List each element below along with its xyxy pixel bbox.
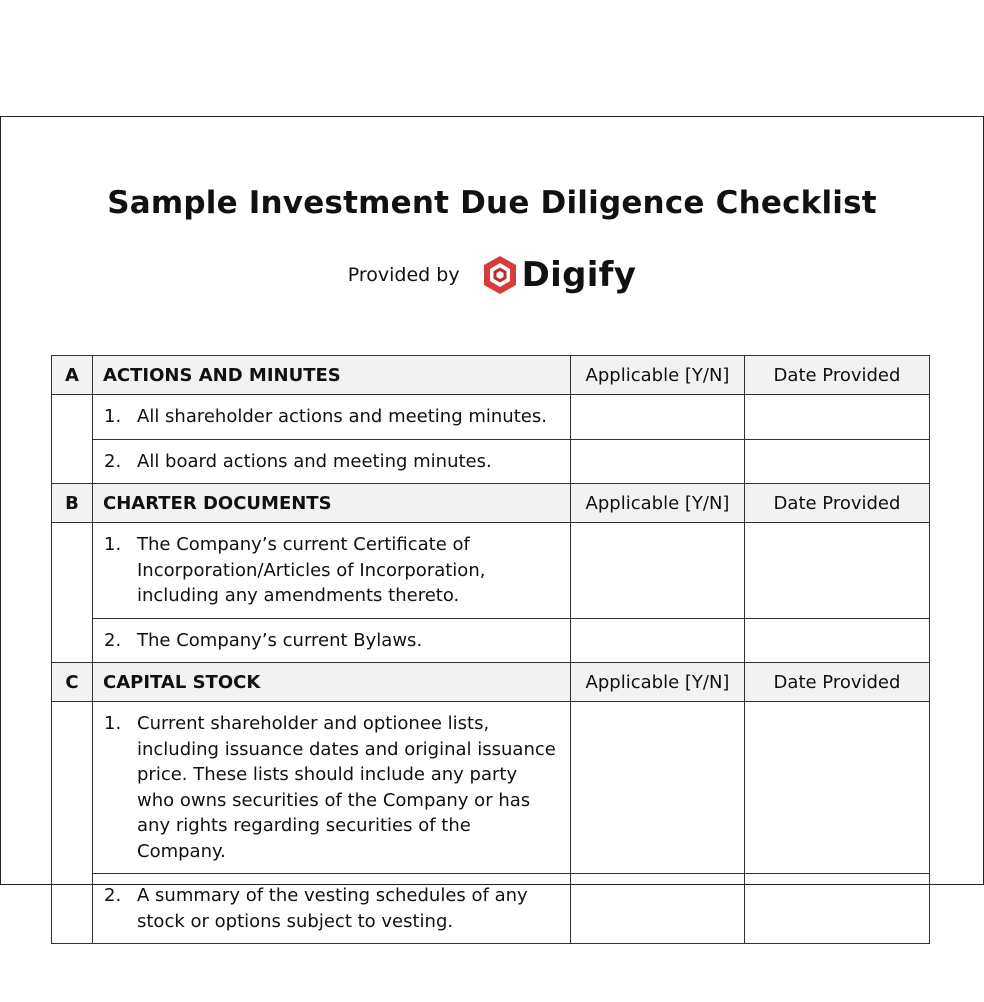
- item-cell: [93, 702, 571, 874]
- item-number: 2.: [104, 629, 122, 651]
- brand-name: Digify: [521, 255, 637, 295]
- section-letter: A: [52, 356, 93, 395]
- item-text: All board actions and meeting minutes.: [137, 450, 492, 472]
- date-provided-cell[interactable]: [745, 439, 930, 484]
- applicable-cell[interactable]: [571, 618, 745, 663]
- item-cell: [93, 439, 571, 484]
- item-number: 1.: [104, 406, 122, 427]
- item-text: Current shareholder and optionee lists, including issuance dates and original issuance price. These lists should include any party who owns securities of the Company or has any rights regarding securities of the Company.: [137, 713, 556, 862]
- section-header-row: [52, 484, 930, 523]
- digify-logo: [482, 255, 637, 295]
- applicable-header: Applicable [Y/N]: [571, 663, 745, 702]
- table-row: [52, 702, 930, 874]
- item-cell: [93, 395, 571, 440]
- item-text: All shareholder actions and meeting minutes.: [137, 406, 547, 427]
- table-row: [52, 439, 930, 484]
- applicable-header: Applicable [Y/N]: [571, 356, 745, 395]
- applicable-cell[interactable]: [571, 439, 745, 484]
- item-number: 2.: [104, 885, 122, 906]
- item-number: 2.: [104, 450, 122, 472]
- item-text: The Company’s current Certificate of Incorporation/Articles of Incorporation, including any amendments thereto.: [137, 534, 486, 606]
- table-row: [52, 523, 930, 619]
- applicable-cell[interactable]: [571, 702, 745, 874]
- section-letter-blank: [52, 395, 93, 484]
- section-title: CHARTER DOCUMENTS: [93, 484, 571, 523]
- digify-hexagon-logo-icon: [482, 255, 518, 295]
- item-text: A summary of the vesting schedules of any stock or options subject to vesting.: [137, 885, 528, 932]
- date-provided-cell[interactable]: [745, 523, 930, 619]
- section-title: CAPITAL STOCK: [93, 663, 571, 702]
- item-cell: [93, 618, 571, 663]
- section-letter-blank: [52, 702, 93, 944]
- date-provided-header: Date Provided: [745, 663, 930, 702]
- date-provided-cell[interactable]: [745, 395, 930, 440]
- item-text: The Company’s current Bylaws.: [137, 629, 423, 651]
- applicable-cell[interactable]: [571, 395, 745, 440]
- section-header-row: [52, 356, 930, 395]
- applicable-cell[interactable]: [571, 523, 745, 619]
- provided-by-label: Provided by: [347, 264, 460, 286]
- table-row: [52, 618, 930, 663]
- date-provided-header: Date Provided: [745, 356, 930, 395]
- section-letter: C: [52, 663, 93, 702]
- date-provided-cell[interactable]: [745, 618, 930, 663]
- section-letter: B: [52, 484, 93, 523]
- section-title: ACTIONS AND MINUTES: [93, 356, 571, 395]
- date-provided-cell[interactable]: [745, 702, 930, 874]
- item-cell: [93, 523, 571, 619]
- item-number: 1.: [104, 713, 122, 734]
- table-row: [52, 395, 930, 440]
- page-frame-bottom-edge: [0, 884, 984, 885]
- provided-by-line: [1, 255, 983, 295]
- section-letter-blank: [52, 523, 93, 663]
- document-page: [0, 116, 984, 932]
- section-header-row: [52, 663, 930, 702]
- date-provided-header: Date Provided: [745, 484, 930, 523]
- document-title: Sample Investment Due Diligence Checklist: [107, 185, 877, 221]
- item-number: 1.: [104, 534, 122, 555]
- due-diligence-table: [51, 355, 930, 944]
- applicable-header: Applicable [Y/N]: [571, 484, 745, 523]
